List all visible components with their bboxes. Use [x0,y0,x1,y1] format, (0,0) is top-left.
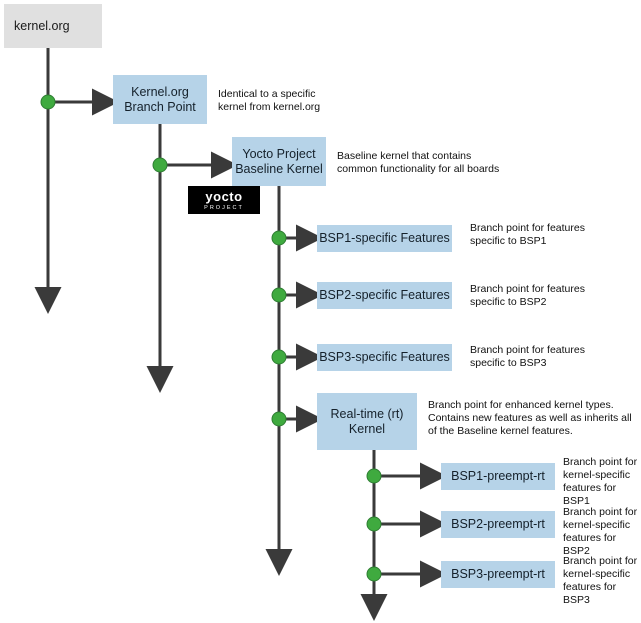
note-bsp3-rt: Branch point for kernel-specific features for BSP3 [563,555,638,606]
node-bsp2-preempt-rt: BSP2-preempt-rt [441,511,555,538]
note-branch-point: Identical to a specific kernel from kernel.org [218,88,321,113]
note-bsp1-rt: Branch point for kernel-specific features for BSP1 [563,456,638,507]
note-baseline: Baseline kernel that contains common functionality for all boards [337,150,500,175]
note-bsp3: Branch point for features specific to BSP3 [470,344,585,369]
branch-dot [272,231,286,245]
branch-dot [272,288,286,302]
branch-dot [153,158,167,172]
node-kernel-org-branch-point: Kernel.org Branch Point [113,75,207,124]
node-yocto-baseline-kernel: Yocto Project Baseline Kernel [232,137,326,186]
note-bsp1: Branch point for features specific to BSP1 [470,222,585,247]
node-kernel-org: kernel.org [4,4,102,48]
node-realtime-kernel: Real-time (rt) Kernel [317,393,417,450]
yocto-logo-text: yocto [205,189,243,204]
node-bsp3-preempt-rt: BSP3-preempt-rt [441,561,555,588]
yocto-logo-subtext: PROJECT [204,205,244,211]
branch-dot [272,350,286,364]
node-bsp1-specific-features: BSP1-specific Features [317,225,452,252]
node-bsp1-preempt-rt: BSP1-preempt-rt [441,463,555,490]
branch-dot [367,517,381,531]
yocto-project-logo [188,186,260,214]
branch-dot [367,469,381,483]
note-bsp2: Branch point for features specific to BSP2 [470,283,585,308]
branch-dot [41,95,55,109]
branch-dot [272,412,286,426]
node-bsp2-specific-features: BSP2-specific Features [317,282,452,309]
branch-dot [367,567,381,581]
note-bsp2-rt: Branch point for kernel-specific features for BSP2 [563,506,638,557]
node-bsp3-specific-features: BSP3-specific Features [317,344,452,371]
note-realtime: Branch point for enhanced kernel types. Contains new features as well as inherits all of the Baseline kernel features. [428,399,632,437]
